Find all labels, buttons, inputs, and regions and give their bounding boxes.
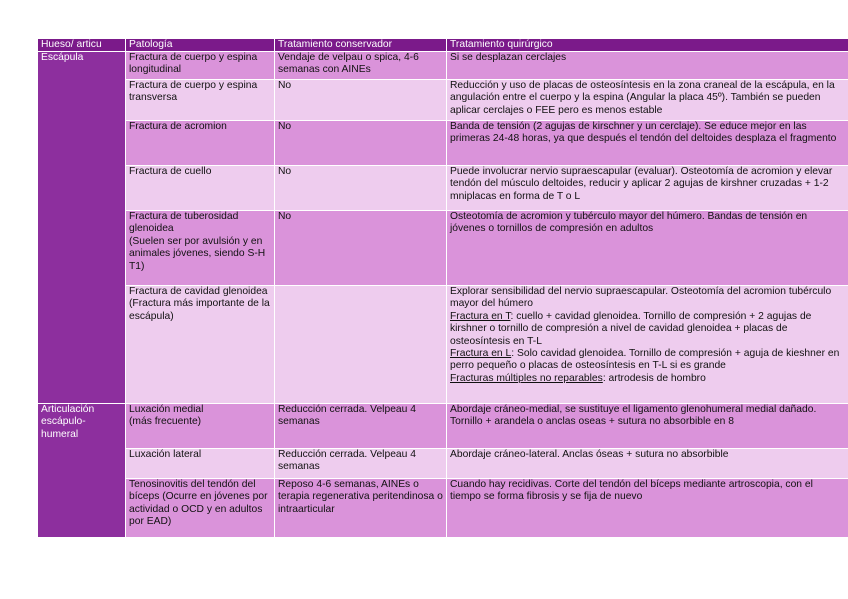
conservative-cell (275, 286, 447, 404)
table-row (38, 211, 848, 286)
multiple-fracture-label: Fracturas múltiples no reparables (450, 372, 603, 384)
table-row (38, 404, 848, 449)
surgical-multiple (450, 373, 845, 385)
t-fracture-text: : cuello + cavidad glenoidea. Tornillo de compresión + 2 agujas de kirshner o tornillo de compresión a nivel de cavidad glenoidea + placas de osteosíntesis en T-L (450, 310, 812, 347)
pathology-cell (126, 286, 275, 404)
header-row (38, 39, 848, 52)
conservative-cell: Reposo 4-6 semanas, AINEs o terapia regenerativa peritendinosa o intraarticular (275, 479, 447, 538)
multiple-fracture-text: : artrodesis de hombro (602, 372, 706, 384)
table-row (38, 286, 848, 404)
pathology-cell (126, 404, 275, 449)
pathology-title: Fractura de tuberosidad glenoidea (129, 211, 239, 235)
pathology-cell: Fractura de cuello (126, 166, 275, 211)
surgical-line2: Tornillo + arandela o anclas oseas + sutura no absorbible en 8 (450, 416, 734, 428)
table-header (38, 39, 848, 52)
table-row (38, 80, 848, 121)
pathology-cell: Fractura de cuerpo y espina transversa (126, 80, 275, 121)
pathology-note: (Fractura más importante de la escápula) (129, 298, 270, 322)
table-row (38, 166, 848, 211)
conservative-cell: Vendaje de velpau o spica, 4-6 semanas con AINEs (275, 52, 447, 80)
group-joint (38, 404, 126, 538)
l-fracture-text: : Solo cavidad glenoidea. Tornillo de compresión + aguja de kieshner en perro pequeño o placas de osteosíntesis en T-L si es grande (450, 348, 840, 372)
surgical-cell (447, 404, 848, 449)
surgical-cell: Abordaje cráneo-lateral. Anclas óseas + sutura no absorbible (447, 449, 848, 479)
table-row (38, 479, 848, 538)
conservative-cell: Reducción cerrada. Velpeau 4 semanas (275, 404, 447, 449)
pathology-cell: Luxación lateral (126, 449, 275, 479)
surgical-cell: Reducción y uso de placas de osteosíntesis en la zona craneal de la escápula, en la angulación entre el cuerpo y la espina (Angular la placa 45º). También se pueden aplicar cerclajes o FEE pero es menos estable (447, 80, 848, 121)
table-row (38, 121, 848, 166)
pathology-title: Luxación medial (129, 404, 204, 415)
surgical-cell: Banda de tensión (2 agujas de kirschner y un cerclaje). Se educe mejor en las primeras 24-48 horas, ya que después el tendón del deltoides desplaza el fragmento (447, 121, 848, 166)
group-joint-line1: Articulación (41, 404, 95, 415)
pathology-title: Fractura de cavidad glenoidea (129, 286, 268, 297)
table-row (38, 52, 848, 80)
table-row (38, 449, 848, 479)
conservative-cell: No (275, 211, 447, 286)
table-body (38, 52, 848, 538)
l-fracture-label: Fractura en L (450, 348, 512, 360)
surgical-cell: Puede involucrar nervio supraescapular (evaluar). Osteotomía de acromion y elevar tendón del músculo deltoides, reducir y aplicar 2 agujas de kirshner cruzadas + 1-2 mniplacas en forma de T o L (447, 166, 848, 211)
surgical-intro: Explorar sensibilidad del nervio supraescapular. Osteotomía del acromion tubérculo mayor del húmero (450, 286, 832, 310)
header-bone: Hueso/ articu (38, 39, 126, 52)
pathology-cell: Fractura de cuerpo y espina longitudinal (126, 52, 275, 80)
group-joint-line2: escápulo- (41, 416, 86, 428)
surgical-t (450, 311, 845, 348)
pathology-cell: Tenosinovitis del tendón del bíceps (Ocurre en jóvenes por actividad o OCD y en adultos por EAD) (126, 479, 275, 538)
header-pathology: Patología (126, 39, 275, 52)
surgical-cell: Cuando hay recidivas. Corte del tendón del bíceps mediante artroscopia, con el tiempo se forma fibrosis y se fija de nuevo (447, 479, 848, 538)
pathology-cell (126, 211, 275, 286)
t-fracture-label: Fractura en T (450, 310, 511, 322)
conservative-cell: No (275, 80, 447, 121)
pathology-cell: Fractura de acromion (126, 121, 275, 166)
treatment-table (37, 38, 848, 538)
header-conservative: Tratamiento conservador (275, 39, 447, 52)
pathology-note: (Suelen ser por avulsión y en animales jóvenes, siendo S-H T1) (129, 235, 266, 272)
surgical-line1: Abordaje cráneo-medial, se sustituye el ligamento glenohumeral medial dañado. (450, 404, 817, 415)
pathology-note: (más frecuente) (129, 416, 202, 428)
surgical-cell: Si se desplazan cerclajes (447, 52, 848, 80)
surgical-cell (447, 286, 848, 404)
surgical-l (450, 348, 845, 373)
group-scapula: Escápula (38, 52, 126, 404)
group-joint-line3: humeral (41, 428, 79, 440)
surgical-cell: Osteotomía de acromion y tubérculo mayor del húmero. Bandas de tensión en jóvenes o tornillos de compresión en adultos (447, 211, 848, 286)
header-surgical: Tratamiento quirúrgico (447, 39, 848, 52)
conservative-cell: No (275, 121, 447, 166)
conservative-cell: No (275, 166, 447, 211)
conservative-cell: Reducción cerrada. Velpeau 4 semanas (275, 449, 447, 479)
